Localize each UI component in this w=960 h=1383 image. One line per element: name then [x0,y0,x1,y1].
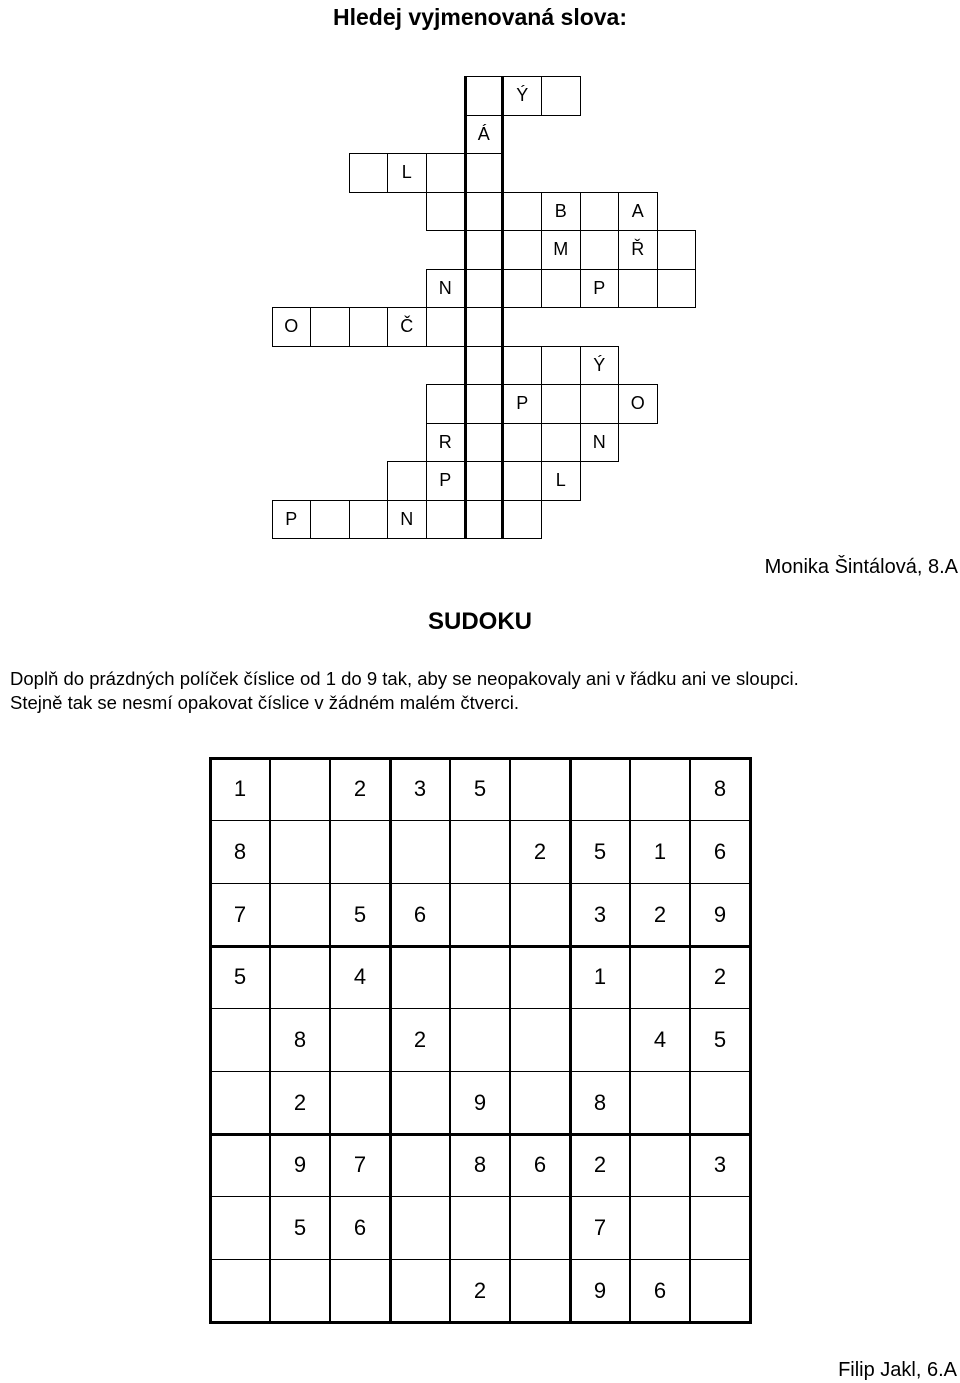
sudoku-cell [450,883,510,946]
crossword-key-cell [464,153,504,193]
sudoku-grid-line [689,757,690,1324]
crossword-cell [426,307,466,347]
sudoku-grid-line [209,1321,752,1324]
crossword-key-cell [464,192,504,232]
crossword-cell [310,307,350,347]
crossword-cell: L [387,153,427,193]
sudoku-cell [390,1259,450,1322]
crossword-cell [580,230,620,270]
crossword-cell: N [580,423,620,463]
sudoku-grid-line [509,757,510,1324]
crossword-cell [541,269,581,309]
sudoku-cell: 5 [593,838,607,864]
sudoku-cell: 7 [593,1214,607,1240]
crossword-key-cell [464,384,504,424]
crossword-cell: Ř [618,230,658,270]
sudoku-cell [510,883,570,946]
crossword-key-cell [464,307,504,347]
crossword-cell [503,500,543,540]
sudoku-cell [630,946,690,1009]
sudoku-cell: 1 [233,776,247,802]
crossword-cell [657,230,697,270]
sudoku-cell: 3 [593,901,607,927]
sudoku-cell [210,1071,270,1134]
sudoku-grid-line [389,757,392,1324]
sudoku-cell: 6 [533,1152,547,1178]
sudoku-cell [630,1197,690,1260]
sudoku-cell: 7 [233,901,247,927]
sudoku-cell: 6 [413,901,427,927]
sudoku-cell [630,1134,690,1197]
sudoku-grid-line [209,1071,752,1072]
sudoku-cell: 2 [533,838,547,864]
crossword-cell: N [387,500,427,540]
sudoku-cell [510,1009,570,1072]
crossword-cell [349,307,389,347]
crossword-key-cell [464,76,504,116]
sudoku-cell [630,758,690,821]
sudoku-cell [270,1259,330,1322]
sudoku-cell [330,1009,390,1072]
sudoku-cell [450,821,510,884]
crossword-cell [618,269,658,309]
sudoku-cell [570,758,630,821]
sudoku-cell: 9 [713,901,727,927]
sudoku-instructions-line-2: Stejně tak se nesmí opakovat číslice v žádném malém čtverci. [10,692,519,713]
sudoku-grid-line [329,757,330,1324]
sudoku-grid-line [269,757,270,1324]
sudoku-cell [330,821,390,884]
crossword-cell: O [618,384,658,424]
sudoku-cell: 5 [233,964,247,990]
crossword-cell [426,192,466,232]
sudoku-cell: 6 [353,1214,367,1240]
sudoku-cell [690,1071,750,1134]
sudoku-cell: 5 [713,1026,727,1052]
crossword-key-cell: Á [464,115,504,155]
crossword-cell: A [618,192,658,232]
sudoku-grid [210,758,750,1322]
sudoku-grid-line [629,757,630,1324]
sudoku-cell: 2 [653,901,667,927]
sudoku-cell: 8 [293,1026,307,1052]
sudoku-cell [690,1197,750,1260]
sudoku-grid-line [449,757,450,1324]
crossword-cell: N [426,269,466,309]
sudoku-cell: 3 [413,776,427,802]
sudoku-cell [510,758,570,821]
crossword-cell [426,384,466,424]
sudoku-cell [390,1134,450,1197]
sudoku-cell: 2 [713,964,727,990]
sudoku-cell: 5 [353,901,367,927]
crossword-key-cell [464,269,504,309]
crossword-key-cell [464,346,504,386]
crossword-cell: O [272,307,312,347]
sudoku-cell [390,1197,450,1260]
crossword-cell [580,384,620,424]
crossword-cell [387,461,427,501]
crossword-key-cell [464,500,504,540]
sudoku-cell: 7 [353,1152,367,1178]
sudoku-grid-line [209,1259,752,1260]
sudoku-cell: 3 [713,1152,727,1178]
sudoku-cell [330,1071,390,1134]
sudoku-author: Filip Jakl, 6.A [838,1359,957,1381]
sudoku-cell [390,946,450,1009]
sudoku-cell [450,1197,510,1260]
crossword-cell [503,423,543,463]
crossword-cell [503,230,543,270]
crossword-cell: M [541,230,581,270]
sudoku-cell [210,1009,270,1072]
sudoku-cell [270,821,330,884]
crossword-cell [349,153,389,193]
sudoku-instructions-line-1: Doplň do prázdných políček číslice od 1 do 9 tak, aby se neopakovaly ani v řádku ani ve sloupci. [10,668,799,689]
sudoku-cell [210,1134,270,1197]
sudoku-cell [510,1259,570,1322]
crossword-cell: P [272,500,312,540]
sudoku-cell: 6 [713,838,727,864]
sudoku-grid-line [209,757,212,1324]
sudoku-cell [510,1197,570,1260]
sudoku-cell [390,1071,450,1134]
sudoku-cell [390,821,450,884]
sudoku-cell: 9 [293,1152,307,1178]
sudoku-cell [690,1259,750,1322]
crossword-cell [657,269,697,309]
sudoku-cell: 5 [473,776,487,802]
sudoku-cell: 2 [413,1026,427,1052]
sudoku-cell: 1 [653,838,667,864]
sudoku-cell [210,1259,270,1322]
sudoku-title: SUDOKU [427,608,532,635]
sudoku-cell [510,946,570,1009]
sudoku-grid-line [209,820,752,821]
sudoku-cell: 8 [713,776,727,802]
crossword-cell [541,76,581,116]
crossword-cell: P [426,461,466,501]
crossword-cell [541,384,581,424]
sudoku-cell [270,946,330,1009]
crossword-cell: Č [387,307,427,347]
crossword-title: Hledej vyjmenovaná slova: [332,4,627,30]
crossword-cell [503,269,543,309]
sudoku-cell [450,946,510,1009]
sudoku-cell: 4 [653,1026,667,1052]
crossword-cell [541,346,581,386]
crossword-cell: B [541,192,581,232]
sudoku-cell: 8 [593,1089,607,1115]
crossword-key-cell [464,461,504,501]
sudoku-grid-line [209,945,752,948]
sudoku-cell [210,1197,270,1260]
sudoku-grid-line [209,1008,752,1009]
sudoku-grid-line [209,757,752,760]
sudoku-cell [510,1071,570,1134]
crossword-cell [503,192,543,232]
sudoku-grid-line [209,1133,752,1136]
sudoku-cell [330,1259,390,1322]
crossword-cell [349,500,389,540]
crossword-cell: L [541,461,581,501]
sudoku-grid-line [209,1196,752,1197]
crossword-cell [541,423,581,463]
sudoku-cell: 8 [233,838,247,864]
sudoku-cell [270,883,330,946]
crossword-cell [426,500,466,540]
sudoku-cell: 2 [293,1089,307,1115]
crossword-key-cell [464,423,504,463]
sudoku-cell: 1 [593,964,607,990]
sudoku-cell: 2 [473,1277,487,1303]
sudoku-cell: 5 [293,1214,307,1240]
crossword-cell: Ý [580,346,620,386]
crossword-grid [0,0,960,560]
sudoku-cell [630,1071,690,1134]
sudoku-cell: 8 [473,1152,487,1178]
crossword-cell: Ý [503,76,543,116]
crossword-cell: R [426,423,466,463]
sudoku-grid-line [749,757,752,1324]
sudoku-cell [570,1009,630,1072]
crossword-cell [503,346,543,386]
crossword-cell [426,153,466,193]
crossword-author: Monika Šintálová, 8.A [764,556,958,578]
sudoku-cell [450,1009,510,1072]
crossword-cell [310,500,350,540]
crossword-cell [580,192,620,232]
sudoku-cell: 4 [353,964,367,990]
sudoku-cell: 9 [593,1277,607,1303]
crossword-cell: P [580,269,620,309]
sudoku-cell: 2 [353,776,367,802]
crossword-key-cell [464,230,504,270]
sudoku-cell [270,758,330,821]
sudoku-cell: 9 [473,1089,487,1115]
crossword-cell: P [503,384,543,424]
crossword-cell [503,461,543,501]
sudoku-cell: 6 [653,1277,667,1303]
sudoku-grid-line [209,883,752,884]
sudoku-cell: 2 [593,1152,607,1178]
sudoku-grid-line [569,757,572,1324]
